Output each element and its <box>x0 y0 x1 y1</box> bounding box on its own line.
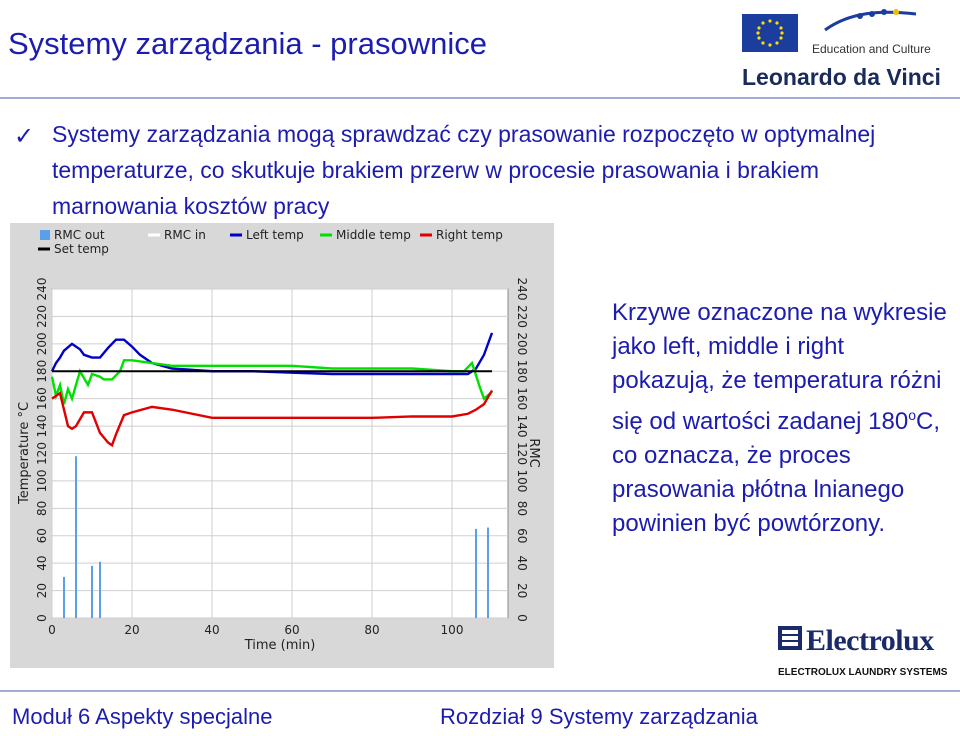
legend-label: RMC out <box>54 228 105 242</box>
footer-chapter: Rozdział 9 Systemy zarządzania <box>440 704 758 729</box>
y-tick-label-right: 180 <box>515 359 529 383</box>
program-name: Leonardo da Vinci <box>742 64 941 90</box>
legend-label: Right temp <box>436 228 503 242</box>
y-tick-label: 40 <box>35 555 49 571</box>
x-tick-label: 100 <box>440 623 464 637</box>
legend-label: Middle temp <box>336 228 411 242</box>
slide-title: Systemy zarządzania - prasownice <box>8 26 487 61</box>
y-tick-label: 180 <box>35 359 49 383</box>
y-tick-label-right: 60 <box>515 528 529 544</box>
company-name: Electrolux <box>806 624 934 657</box>
x-tick-label: 40 <box>204 623 220 637</box>
eu-flag-icon <box>742 14 798 52</box>
y-tick-label-right: 200 <box>515 332 529 356</box>
y-axis-label-right: RMC <box>526 438 541 468</box>
y-tick-label: 140 <box>35 414 49 438</box>
legend-swatch <box>40 230 50 240</box>
legend-label: Set temp <box>54 242 109 256</box>
x-tick-label: 60 <box>284 623 300 637</box>
y-tick-label-right: 20 <box>515 582 529 599</box>
y-tick-label-right: 140 <box>515 414 529 438</box>
legend-label: RMC in <box>164 228 206 242</box>
y-tick-label: 60 <box>35 528 49 544</box>
y-tick-label-right: 120 <box>515 442 529 465</box>
x-tick-label: 80 <box>364 623 380 637</box>
y-tick-label: 240 <box>35 277 49 301</box>
y-tick-label: 200 <box>35 332 49 356</box>
y-tick-label-right: 100 <box>515 469 529 493</box>
x-tick-label: 0 <box>48 623 56 637</box>
electrolux-logo-icon <box>778 626 802 650</box>
y-tick-label: 160 <box>35 387 49 411</box>
y-tick-label: 0 <box>35 614 49 622</box>
partner-line: Education and Culture <box>812 42 931 56</box>
right-description-b: C, co oznacza, że proces prasowania płótna lnianego powinien być powtórzony. <box>612 408 940 537</box>
right-description <box>612 296 952 541</box>
temperature-chart <box>10 223 554 668</box>
y-tick-label-right: 240 <box>515 277 529 301</box>
company-subtitle: ELECTROLUX LAUNDRY SYSTEMS <box>778 667 948 678</box>
y-tick-label: 80 <box>35 500 49 516</box>
y-tick-label-right: 0 <box>515 614 529 622</box>
y-tick-label-right: 80 <box>515 500 529 516</box>
y-tick-label: 20 <box>35 582 49 599</box>
bullet-text: Systemy zarządzania mogą sprawdzać czy prasowanie rozpoczęto w optymalnej temperaturze, co skutkuje brakiem przerw w procesie prasowania i brakiem marnowania kosztów pracy <box>52 121 876 219</box>
x-tick-label: 20 <box>124 623 140 637</box>
y-tick-label: 100 <box>35 469 49 493</box>
y-tick-label-right: 220 <box>515 304 529 328</box>
y-tick-label: 220 <box>35 304 49 328</box>
y-tick-label-right: 160 <box>515 387 529 411</box>
header-divider <box>0 97 960 99</box>
checkmark-icon: ✓ <box>14 123 35 150</box>
legend-label: Left temp <box>246 228 304 242</box>
footer-module: Moduł 6 Aspekty specjalne <box>12 704 273 729</box>
y-tick-label-right: 40 <box>515 555 529 571</box>
y-tick-label: 120 <box>35 442 49 465</box>
right-description-a: Krzywe oznaczone na wykresie jako left, middle i right pokazują, że temperatura różni się od wartości zadanej 180 <box>612 299 947 435</box>
x-axis-label: Time (min) <box>244 638 316 653</box>
footer-divider <box>0 690 960 692</box>
degree-sup: o <box>908 407 916 423</box>
y-axis-label-left: Temperature °C <box>17 401 32 505</box>
leonardo-swoosh-icon <box>820 6 920 36</box>
